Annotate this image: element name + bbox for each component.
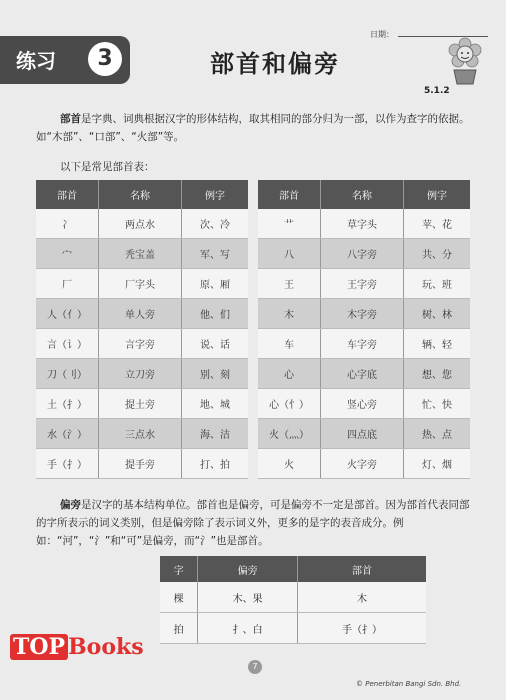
table-cell: 拍 <box>160 613 198 644</box>
table-cell: 厂 <box>36 269 99 299</box>
table-row <box>258 299 470 329</box>
table-cell: 灯、烟 <box>404 449 471 479</box>
table-row <box>36 329 248 359</box>
logo-books: Books <box>68 634 144 660</box>
col-header: 部首 <box>298 556 426 582</box>
second-text: 是汉字的基本结构单位。部首也是偏旁，可是偏旁不一定是部首。因为部首代表同部的字所表示的词义类别，但是偏旁除了表示词义外，更多的是字的表音成分。例如：“河”，“氵”和“可”是偏旁，而“氵”也是部首。 <box>36 499 470 547</box>
table-row <box>258 329 470 359</box>
table-cell: 原、厢 <box>182 269 249 299</box>
table-cell: 厂字头 <box>99 269 182 299</box>
table-row <box>36 389 248 419</box>
table-cell: 心 <box>258 359 321 389</box>
second-term: 偏旁 <box>60 499 81 511</box>
section-code: 5.1.2 <box>424 86 450 96</box>
table-cell: 立刀旁 <box>99 359 182 389</box>
table-cell: 火字旁 <box>321 449 404 479</box>
second-paragraph <box>36 496 476 550</box>
page-number: 7 <box>248 660 262 674</box>
table-cell: 八 <box>258 239 321 269</box>
table-cell: 单人旁 <box>99 299 182 329</box>
table-cell: 刀（刂） <box>36 359 99 389</box>
table-row <box>36 269 248 299</box>
table-row <box>36 449 248 479</box>
topbooks-logo <box>10 634 144 660</box>
logo-top: TOP <box>10 634 68 660</box>
table-cell: 竖心旁 <box>321 389 404 419</box>
table-cell: 辆、轻 <box>404 329 471 359</box>
table-cell: 两点水 <box>99 209 182 239</box>
col-header: 部首 <box>36 180 99 209</box>
table-row <box>258 449 470 479</box>
table-cell: 木、果 <box>198 582 298 613</box>
table-cell: 艹 <box>258 209 321 239</box>
col-header: 部首 <box>258 180 321 209</box>
date-label: 日期： <box>370 30 394 39</box>
table-cell: 地、城 <box>182 389 249 419</box>
table-cell: 木 <box>258 299 321 329</box>
table-cell: 草字头 <box>321 209 404 239</box>
table-cell: 说、话 <box>182 329 249 359</box>
radicals-table-left <box>36 180 248 479</box>
table-row <box>36 239 248 269</box>
table-cell: 木 <box>298 582 426 613</box>
table-cell: 三点水 <box>99 419 182 449</box>
table-cell: 冫 <box>36 209 99 239</box>
example-table <box>160 556 426 644</box>
table-cell: 共、分 <box>404 239 471 269</box>
col-header: 字 <box>160 556 198 582</box>
table-row <box>160 613 426 644</box>
table-row <box>36 359 248 389</box>
table-row <box>258 419 470 449</box>
table-cell: 次、冷 <box>182 209 249 239</box>
table-cell: 别、刻 <box>182 359 249 389</box>
col-header: 例字 <box>404 180 471 209</box>
table-cell: 八字旁 <box>321 239 404 269</box>
table-cell: 打、拍 <box>182 449 249 479</box>
col-header: 名称 <box>99 180 182 209</box>
table-cell: 车 <box>258 329 321 359</box>
table-row <box>258 269 470 299</box>
table-cell: 言字旁 <box>99 329 182 359</box>
table-cell: 王字旁 <box>321 269 404 299</box>
exercise-label: 练习 <box>16 49 56 73</box>
exercise-number: 3 <box>88 42 122 76</box>
table-row <box>36 419 248 449</box>
table-cell: 苹、花 <box>404 209 471 239</box>
table-cell: 手（扌） <box>298 613 426 644</box>
table-cell: 想、您 <box>404 359 471 389</box>
table-cell: 提手旁 <box>99 449 182 479</box>
table-row <box>258 389 470 419</box>
col-header: 偏旁 <box>198 556 298 582</box>
page-title: 部首和偏旁 <box>210 50 340 78</box>
table-cell: 海、洁 <box>182 419 249 449</box>
table-cell: 提土旁 <box>99 389 182 419</box>
table-cell: 手（扌） <box>36 449 99 479</box>
table-cell: 木字旁 <box>321 299 404 329</box>
table-cell: 棵 <box>160 582 198 613</box>
table-cell: 言（讠） <box>36 329 99 359</box>
table-cell: 心（忄） <box>258 389 321 419</box>
table-cell: 军、写 <box>182 239 249 269</box>
table-cell: 扌、白 <box>198 613 298 644</box>
table-row <box>258 359 470 389</box>
table-cell: 四点底 <box>321 419 404 449</box>
table-cell: 忙、快 <box>404 389 471 419</box>
table-cell: 人（亻） <box>36 299 99 329</box>
table-cell: 树、林 <box>404 299 471 329</box>
copyright: © Penerbitan Bangi Sdn. Bhd. <box>356 680 462 688</box>
table-cell: 秃宝盖 <box>99 239 182 269</box>
table-cell: 宀 <box>36 239 99 269</box>
table-row <box>160 582 426 613</box>
table-cell: 心字底 <box>321 359 404 389</box>
table-row <box>36 209 248 239</box>
radicals-table-right <box>258 180 470 479</box>
table-cell: 他、们 <box>182 299 249 329</box>
table-cell: 热、点 <box>404 419 471 449</box>
table-cell: 火（灬） <box>258 419 321 449</box>
table-row <box>258 239 470 269</box>
col-header: 名称 <box>321 180 404 209</box>
table-cell: 王 <box>258 269 321 299</box>
intro-lead: 以下是常见部首表： <box>60 161 155 173</box>
intro-paragraph <box>36 110 476 146</box>
flower-pot-icon <box>444 36 486 86</box>
table-cell: 土（扌） <box>36 389 99 419</box>
table-cell: 水（氵） <box>36 419 99 449</box>
table-cell: 玩、班 <box>404 269 471 299</box>
col-header: 例字 <box>182 180 249 209</box>
table-row <box>36 299 248 329</box>
intro-term: 部首 <box>60 113 81 125</box>
table-cell: 火 <box>258 449 321 479</box>
table-row <box>258 209 470 239</box>
table-cell: 车字旁 <box>321 329 404 359</box>
intro-text: 是字典、词典根据汉字的形体结构，取其相同的部分归为一部，以作为查字的依据。如“木部”、“口部”、“火部”等。 <box>36 113 470 143</box>
